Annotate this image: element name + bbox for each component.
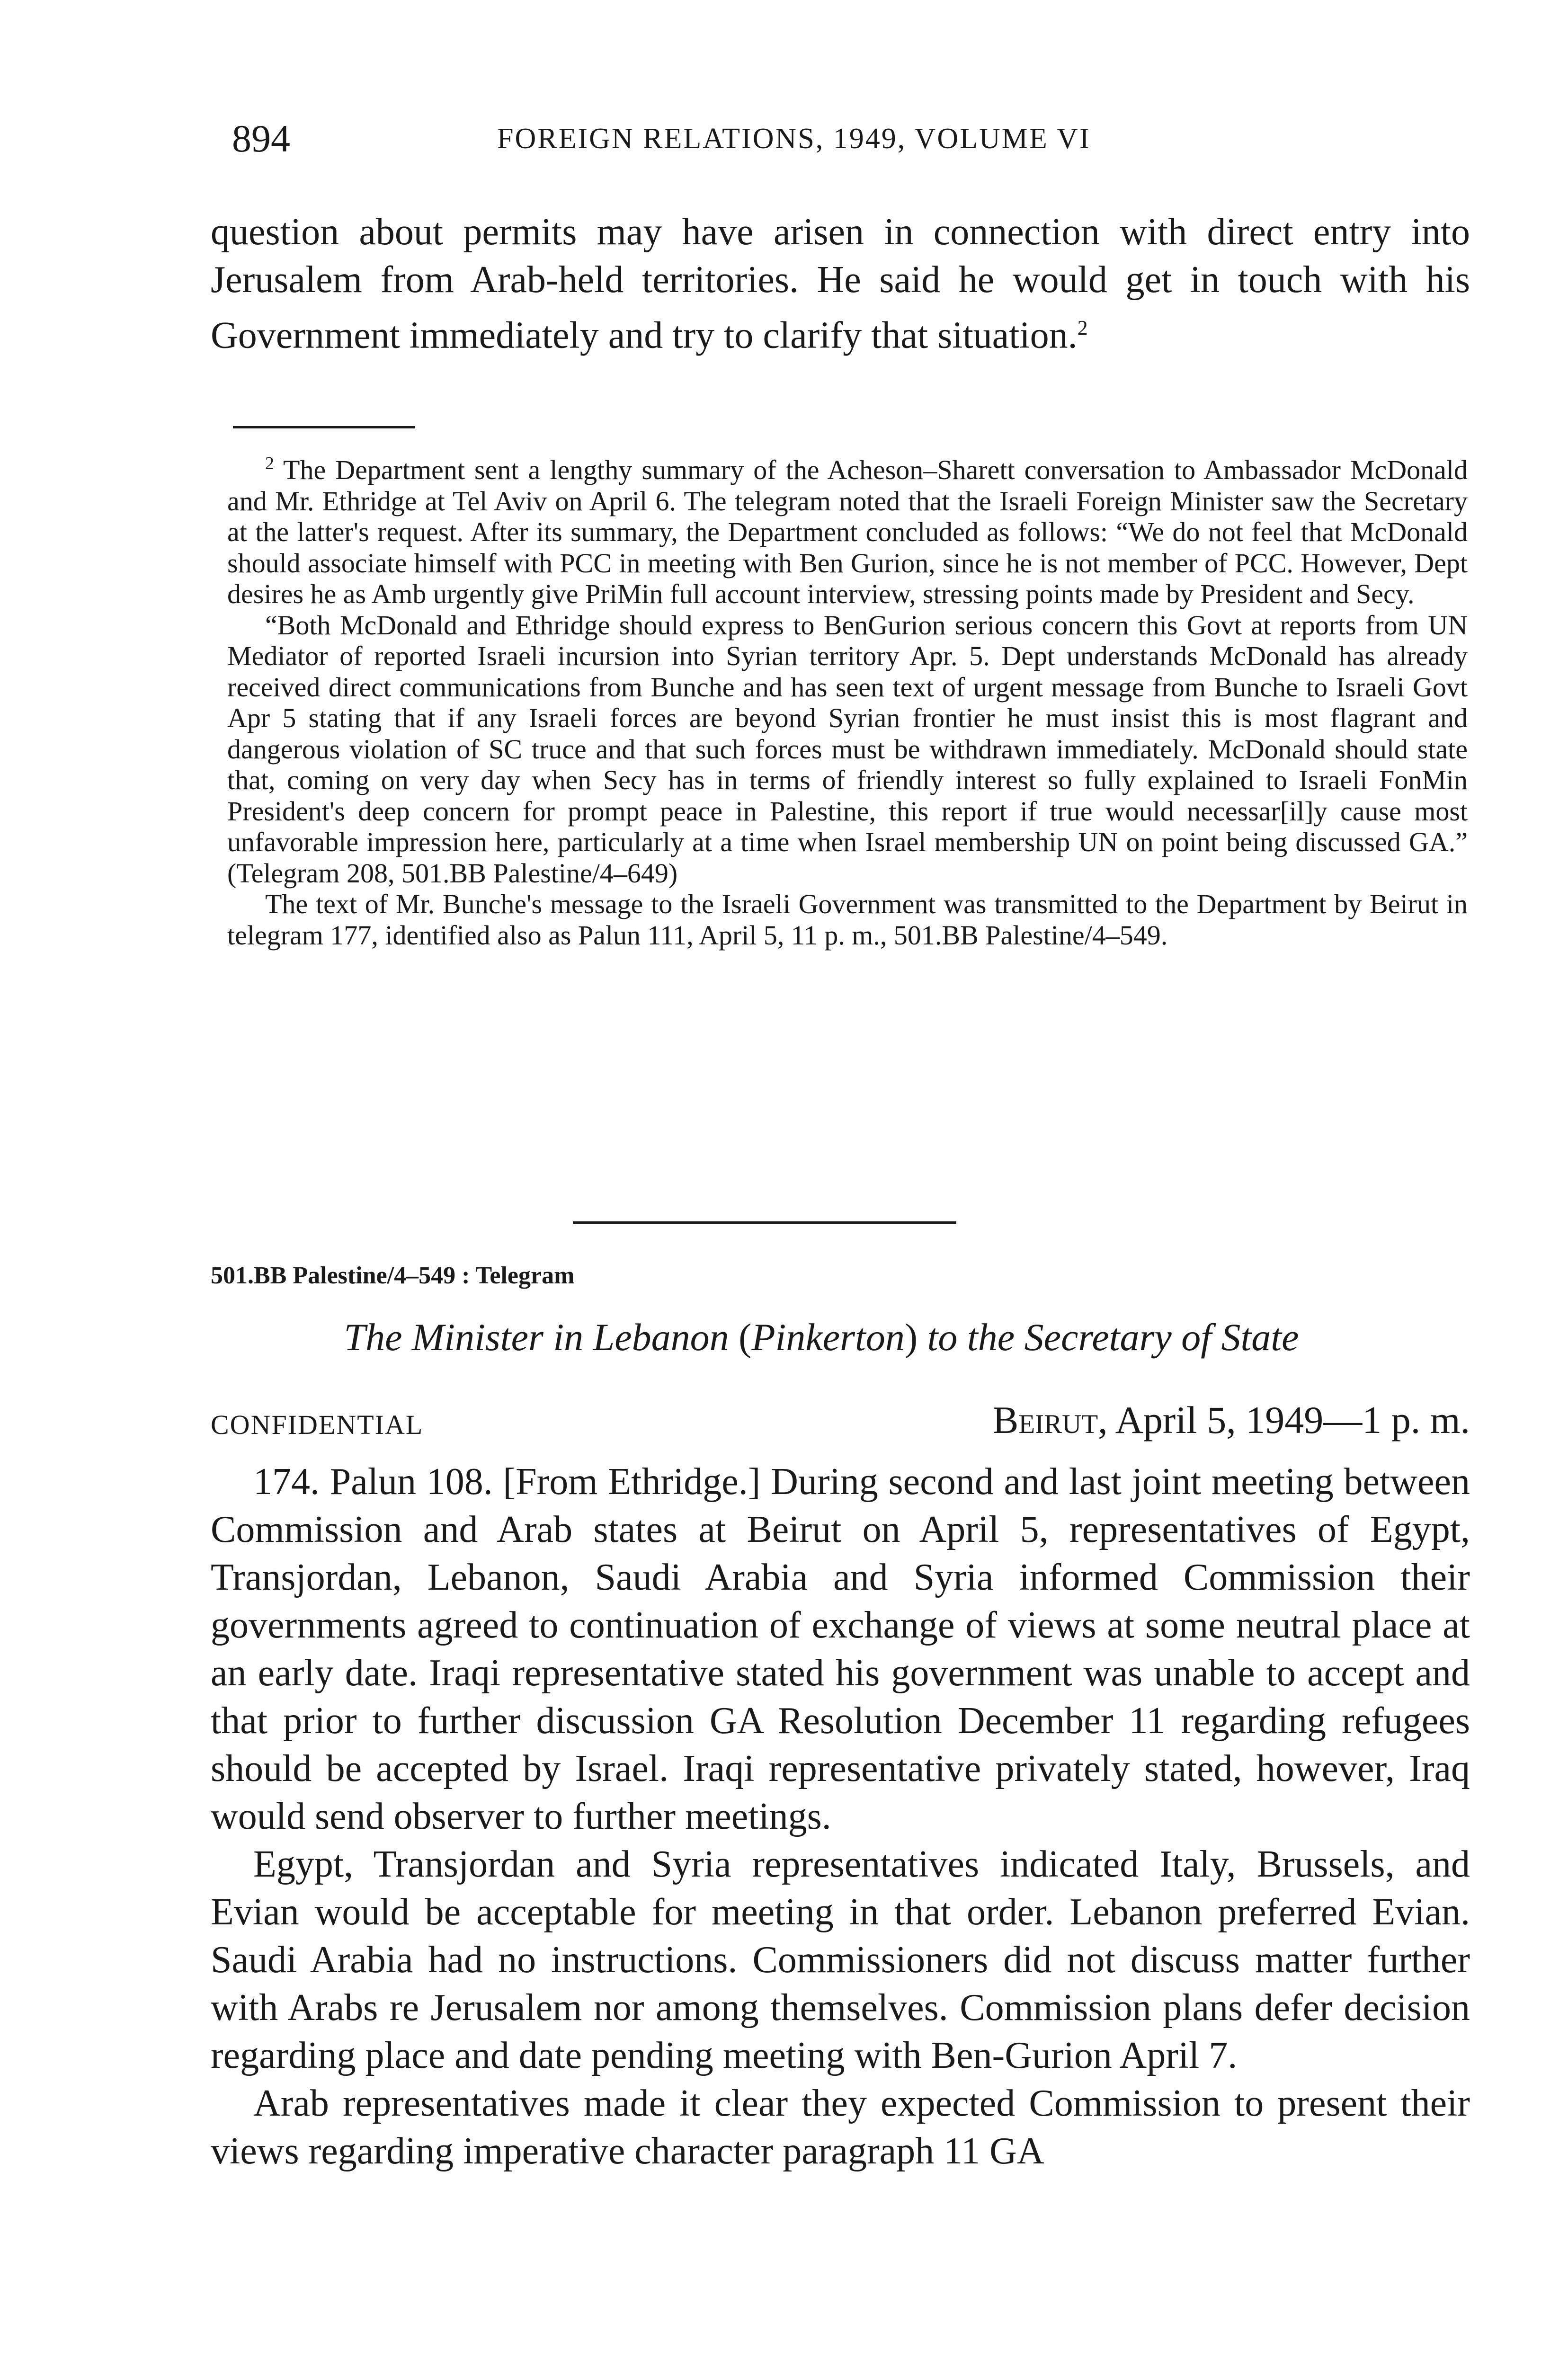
body-paragraph: Egypt, Transjordan and Syria representatives indicated Italy, Brussels, and Evian would be acceptable for meeting in that order. Lebanon preferred Evian. Saudi Arabia had no instructions. Commissioners did not discuss matter further with Arabs re Jerusalem nor among themselves. Commission plans defer decision regarding place and date pending meeting with Ben-Gurion April 7. [211,1843,1470,2076]
footnote-paragraph-1 [227,454,1468,610]
footnote [227,454,1468,951]
footnote-text-3: The text of Mr. Bunche's message to the Israeli Government was transmitted to the Department by Beirut in telegram 177, identified also as Palun 111, April 5, 11 p. m., 501.BB Palestine/4–549. [227,889,1468,951]
title-part: ( [729,1316,752,1359]
footnote-paragraph-3 [227,889,1468,951]
continuation-text: question about permits may have arisen in connection with direct entry into Jerusalem from Arab-held territories. He said he would get in touch with his Government immediately and try to clarify that situation. [211,211,1470,356]
body-paragraph: 174. Palun 108. [From Ethridge.] During second and last joint meeting between Commission and Arab states at Beirut on April 5, representatives of Egypt, Transjordan, Lebanon, Saudi Arabia and Syria informed Commission their governments agreed to continuation of exchange of views at some neutral place at an early date. Iraqi representative stated his government was unable to accept and that prior to further discussion GA Resolution December 11 regarding refugees should be accepted by Israel. Iraqi representative privately stated, however, Iraq would send observer to further meetings. [211,1461,1470,1837]
title-part: ) [904,1316,927,1359]
page-header [232,113,1463,165]
footnote-rule [233,426,415,428]
document-title [211,1311,1432,1363]
title-part: The Minister in Lebanon [344,1316,729,1359]
footnote-text-1: The Department sent a lengthy summary of the Acheson–Sharett conversation to Ambassador McDonald and Mr. Ethridge at Tel Aviv on April 6. The telegram noted that the Israeli Foreign Minister saw the Secretary at the latter's request. After its summary, the Department concluded as follows: “We do not feel that McDonald should associate himself with PCC in meeting with Ben Gurion, since he is not member of PCC. However, Dept desires he as Amb urgently give PriMin full account interview, stressing points made by President and Secy. [227,454,1468,609]
running-head: FOREIGN RELATIONS, 1949, VOLUME VI [497,123,1091,155]
section-divider [573,1221,956,1224]
dateline [993,1394,1470,1446]
page-number: 894 [232,117,290,160]
file-reference: 501.BB Palestine/4–549 : Telegram [211,1262,575,1289]
classification-label: CONFIDENTIAL [211,1409,424,1440]
body-paragraph: Arab representatives made it clear they expected Commission to present their views regarding imperative character paragraph 11 GA [211,2082,1470,2172]
footnote-marker: 2 [265,454,274,473]
dateline-date: , April 5, 1949—1 p. m. [1098,1398,1470,1442]
footnote-reference: 2 [1077,316,1088,339]
dateline-row [211,1394,1470,1446]
footnote-text-2: “Both McDonald and Ethridge should express to BenGurion serious concern this Govt at reports from UN Mediator of reported Israeli incursion into Syrian territory Apr. 5. Dept understands McDonald has already received direct communications from Bunche and has seen text of urgent message from Bunche to Israeli Govt Apr 5 stating that if any Israeli forces are beyond Syrian frontier he must insist this is most flagrant and dangerous violation of SC truce and that such forces must be withdrawn immediately. McDonald should state that, coming on very day when Secy has in terms of friendly interest so fully explained to Israeli FonMin President's deep concern for prompt peace in Palestine, this report if true would necessar[il]y cause most unfavorable impression here, particularly at a time when Israel membership UN on point being discussed GA.” (Telegram 208, 501.BB Palestine/4–649) [227,609,1468,889]
telegram-body [211,1458,1470,2175]
dateline-place: Beirut [992,1398,1098,1442]
title-part: to the Secretary of State [927,1316,1299,1359]
footnote-paragraph-2 [227,610,1468,889]
continuation-paragraph [211,208,1470,360]
title-part: Pinkerton [751,1316,905,1359]
